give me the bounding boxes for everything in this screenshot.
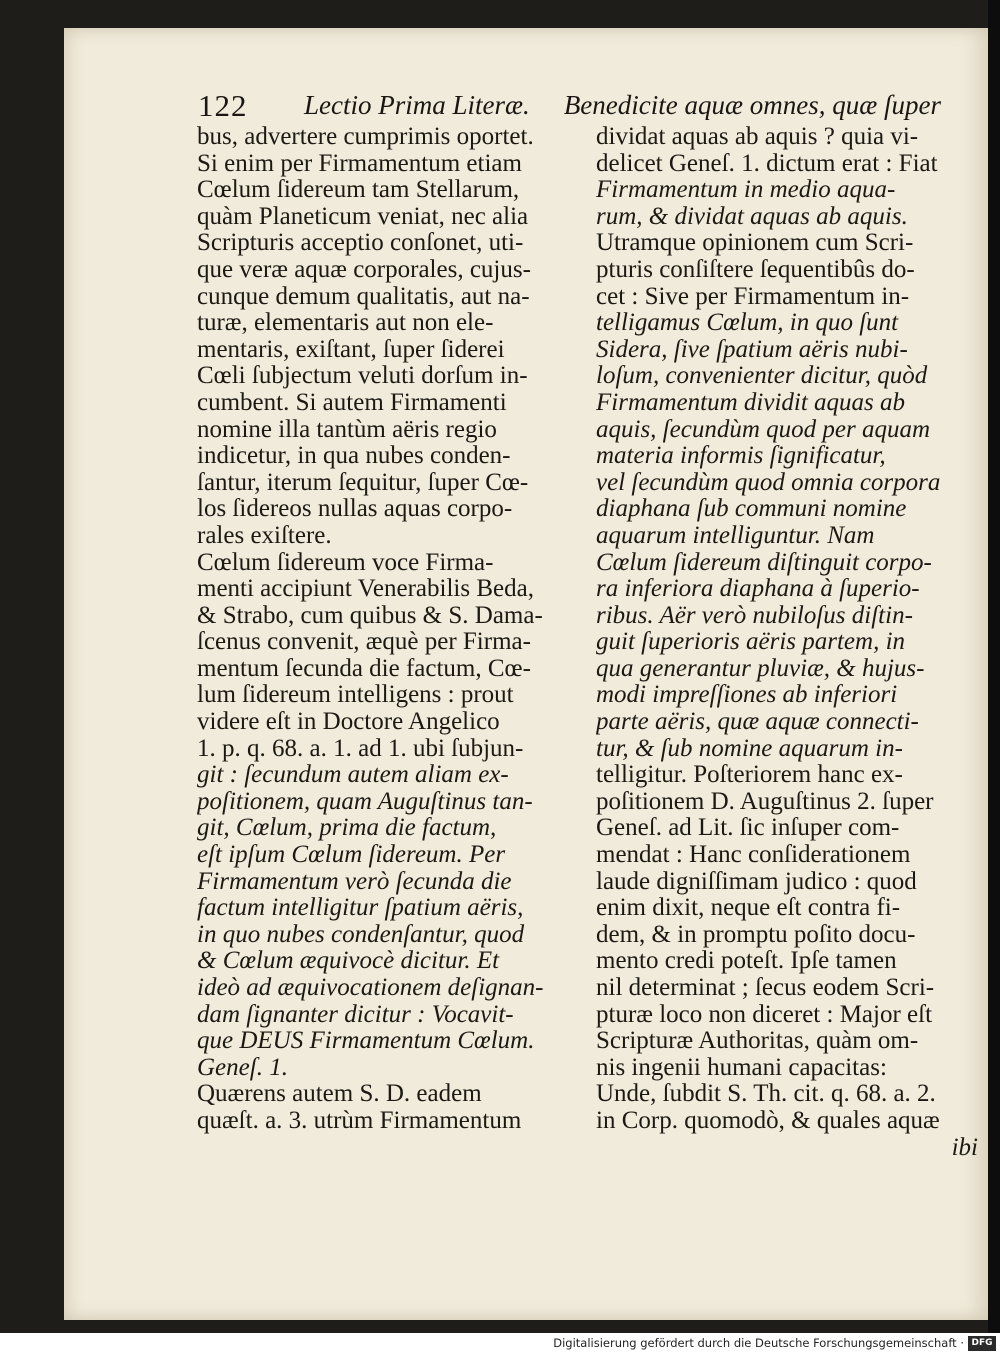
text-line: dem, & in promptu poſito docu- — [596, 921, 916, 948]
text-line: aquarum intelliguntur. Nam — [596, 522, 875, 549]
text-line: Geneſ. ad Lit. ſic inſuper com- — [596, 815, 900, 842]
digitization-footer — [0, 1333, 1000, 1356]
running-header — [198, 88, 983, 124]
text-line: Cœlum ſidereum voce Firma- — [197, 549, 494, 576]
text-line: que DEUS Firmamentum Cœlum. — [197, 1028, 535, 1055]
text-line: ſantur, iterum ſequitur, ſuper Cœ- — [197, 469, 529, 496]
book-spine-edge — [988, 0, 1000, 1333]
text-line: Utramque opinionem cum Scri- — [596, 230, 914, 257]
text-line: dividat aquas ab aquis ? quia vi- — [596, 124, 919, 150]
text-line: indicetur, in qua nubes conden- — [197, 443, 511, 470]
text-line: & Strabo, cum quibus & S. Dama- — [197, 602, 543, 629]
page-number: 122 — [198, 88, 248, 123]
text-line: laude digniſſimam judico : quod — [596, 868, 917, 895]
text-line: ribus. Aër verò nubiloſus diſtin- — [596, 602, 913, 629]
text-line: rales exiſtere. — [197, 522, 332, 549]
text-line: nomine illa tantùm aëris regio — [197, 416, 497, 443]
text-line: Unde, ſubdit S. Th. cit. q. 68. a. 2. — [596, 1081, 936, 1108]
text-line: Cœlum ſidereum tam Stellarum, — [197, 177, 520, 204]
text-line: dam ſignanter dicitur : Vocavit- — [197, 1001, 514, 1028]
text-line: mentaris, exiſtant, ſuper ſiderei — [197, 336, 505, 363]
text-line: Quærens autem S. D. eadem — [197, 1081, 482, 1108]
text-line: Si enim per Firmamentum etiam — [197, 150, 522, 177]
text-line: Firmamentum dividit aquas ab — [596, 389, 906, 416]
text-line: loſum, convenienter dicitur, quòd — [596, 363, 928, 390]
running-head-right: Benedicite aquæ omnes, quæ ſuper — [563, 90, 941, 120]
text-line: mendat : Hanc conſiderationem — [596, 842, 911, 869]
text-line: git, Cœlum, prima die factum, — [197, 815, 497, 842]
running-title: Lectio Prima Literæ. — [304, 90, 530, 120]
text-line: quæſt. a. 3. utrùm Firmamentum — [197, 1107, 522, 1134]
text-line: in quo nubes condenſantur, quod — [197, 921, 525, 948]
text-line: lum ſidereum intelligens : prout — [197, 682, 514, 709]
text-line: Scripturis acceptio conſonet, uti- — [197, 230, 524, 257]
text-line: Scripturæ Authoritas, quàm om- — [596, 1028, 919, 1055]
text-line: vel ſecundùm quod omnia corpora — [596, 469, 941, 496]
text-line: quàm Planeticum veniat, nec alia — [197, 203, 529, 230]
text-line: eſt ipſum Cœlum ſidereum. Per — [197, 842, 506, 869]
text-line: Geneſ. 1. — [197, 1054, 288, 1081]
text-line: ibi — [951, 1134, 978, 1161]
text-column-right — [596, 124, 978, 1161]
text-line: pturæ loco non diceret : Major eſt — [596, 1001, 933, 1028]
text-line: ſcenus convenit, æquè per Firma- — [197, 629, 531, 656]
text-line: ideò ad æquivocationem deſignan- — [197, 975, 544, 1001]
text-line: bus, advertere cumprimis oportet. — [197, 124, 534, 150]
text-line: menti accipiunt Venerabilis Beda, — [197, 576, 534, 603]
text-line: Sidera, ſive ſpatium aëris nubi- — [596, 336, 908, 363]
text-line: telligamus Cœlum, in quo ſunt — [596, 310, 899, 337]
text-line: nis ingenii humani capacitas: — [596, 1054, 887, 1081]
dfg-logo-icon: DFG — [968, 1336, 996, 1351]
text-line: Cœli ſubjectum veluti dorſum in- — [197, 363, 528, 390]
text-line: & Cœlum æquivocè dicitur. Et — [197, 948, 500, 975]
text-line: poſitionem, quam Auguſtinus tan- — [197, 788, 533, 815]
text-line: ra inferiora diaphana à ſuperio- — [596, 576, 920, 603]
text-line: tur, & ſub nomine aquarum in- — [596, 735, 903, 762]
funding-credit: Digitalisierung gefördert durch die Deutsche Forschungsgemeinschaft · — [553, 1336, 964, 1350]
text-line: rum, & dividat aquas ab aquis. — [596, 203, 908, 230]
text-line: diaphana ſub communi nomine — [596, 496, 907, 523]
text-line: guit ſuperioris aëris partem, in — [596, 629, 906, 656]
text-line: los ſidereos nullas aquas corpo- — [197, 496, 513, 523]
text-line: telligitur. Poſteriorem hanc ex- — [596, 762, 903, 789]
text-line: qua generantur pluviæ, & hujus- — [596, 655, 925, 682]
text-line: cet : Sive per Firmamentum in- — [596, 283, 910, 310]
text-line: Cœlum ſidereum diſtinguit corpo- — [596, 549, 932, 576]
text-line: delicet Geneſ. 1. dictum erat : Fiat — [596, 150, 938, 177]
text-line: materia informis ſignificatur, — [596, 443, 886, 470]
text-line: videre eſt in Doctore Angelico — [197, 709, 500, 736]
text-line: modi impreſſiones ab inferiori — [596, 682, 898, 709]
text-line: nil determinat ; ſecus eodem Scri- — [596, 975, 935, 1001]
text-line: Firmamentum in medio aqua- — [596, 177, 896, 204]
text-line: mentum ſecunda die factum, Cœ- — [197, 655, 531, 682]
text-line: in Corp. quomodò, & quales aquæ — [596, 1107, 940, 1134]
text-line: turæ, elementaris aut non ele- — [197, 310, 494, 337]
text-line: enim dixit, neque eſt contra fi- — [596, 895, 901, 922]
text-line: git : ſecundum autem aliam ex- — [197, 762, 509, 789]
text-line: factum intelligitur ſpatium aëris, — [197, 895, 524, 922]
text-line: que veræ aquæ corporales, cujus- — [197, 256, 531, 283]
text-line: Firmamentum verò ſecunda die — [197, 868, 512, 895]
text-line: aquis, ſecundùm quod per aquam — [596, 416, 930, 443]
text-line: 1. p. q. 68. a. 1. ad 1. ubi ſubjun- — [197, 735, 524, 762]
text-line: pturis conſiſtere ſequentibûs do- — [596, 256, 915, 283]
text-line: cumbent. Si autem Firmamenti — [197, 389, 507, 416]
text-column-left — [197, 124, 577, 1135]
text-line: mento credi poteſt. Ipſe tamen — [596, 948, 897, 975]
text-line: cunque demum qualitatis, aut na- — [197, 283, 530, 310]
text-line: parte aëris, quæ aquæ connecti- — [596, 709, 919, 736]
text-line: poſitionem D. Auguſtinus 2. ſuper — [596, 788, 934, 815]
